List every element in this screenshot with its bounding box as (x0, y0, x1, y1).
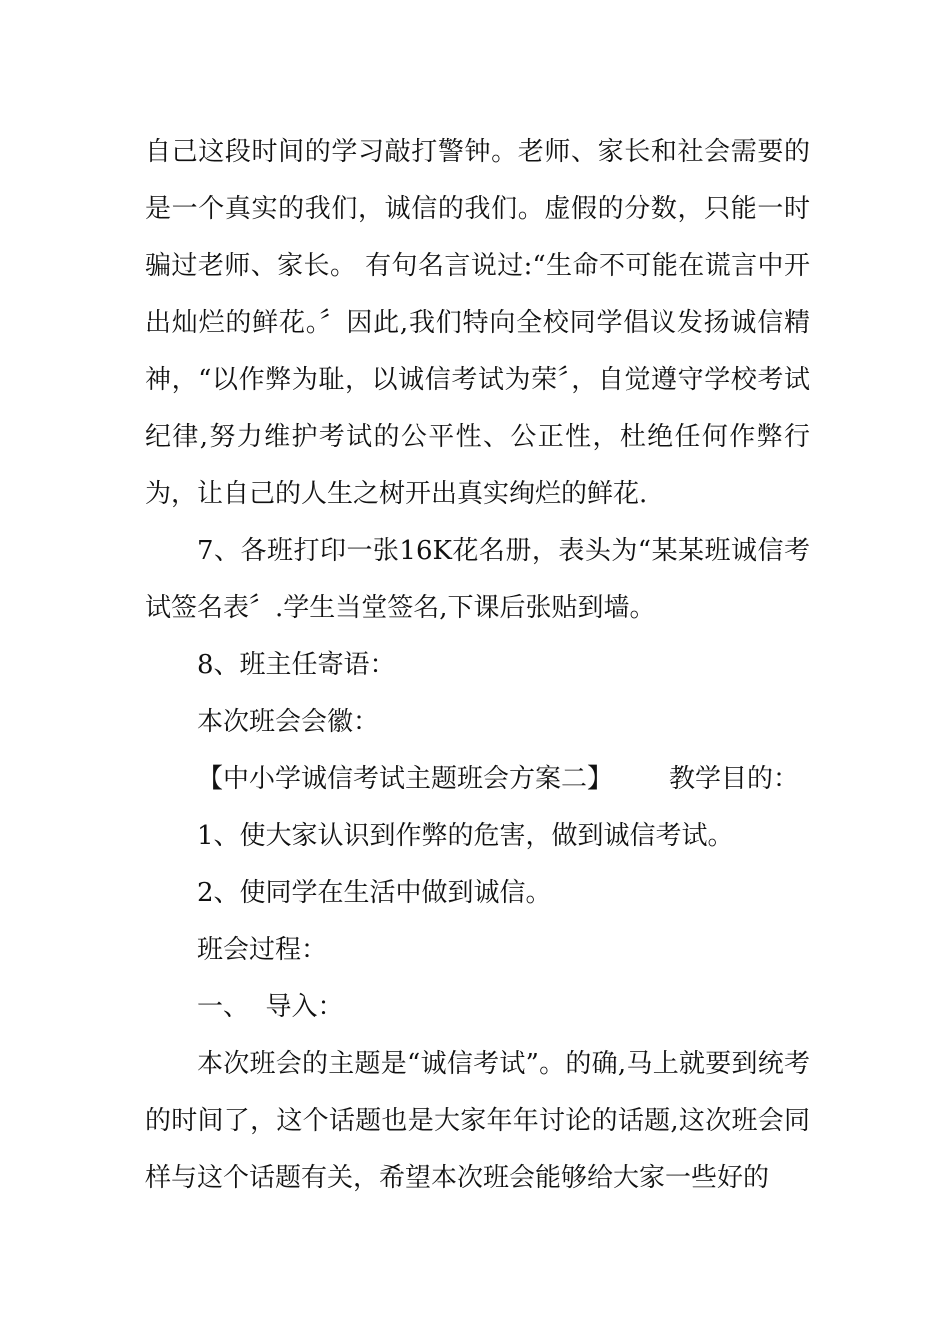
paragraph-intro-text: 本次班会的主题是“诚信考试”。的确,马上就要到统考的时间了，这个话题也是大家年年讨论的话题,这次班会同样与这个话题有关，希望本次班会能够给大家一些好的 (145, 1049, 810, 1193)
section-heading-line (145, 751, 810, 808)
objective-1: 1、使大家认识到作弊的危害，做到诚信考试。 (197, 821, 734, 851)
document-body (145, 124, 810, 1207)
paragraph-honesty-appeal: 自己这段时间的学习敲打警钟。老师、家长和社会需要的是一个真实的我们，诚信的我们。虚假的分数，只能一时骗过老师、家长。 有句名言说过:“生命不可能在谎言中开出灿烂的鲜花。〞因此,我们特向全校同学倡议发扬诚信精神，“以作弊为耻，以诚信考试为荣〞，自觉遵守学校考试纪律,努力维护考试的公平性、公正性，杜绝任何作弊行为，让自己的人生之树开出真实绚烂的鲜花. (145, 137, 810, 509)
objective-2: 2、使同学在生活中做到诚信。 (197, 878, 552, 908)
teaching-objectives-label: 教学目的： (669, 764, 800, 794)
intro-heading: 一、 导入： (197, 992, 344, 1022)
paragraph-item-8: 8、班主任寄语： (197, 650, 396, 680)
paragraph-class-emblem: 本次班会会徽： (197, 707, 380, 737)
section-heading-plan-two: 【中小学诚信考试主题班会方案二】 (197, 764, 614, 794)
class-process-label: 班会过程： (197, 935, 328, 965)
paragraph-item-7: 7、各班打印一张16K花名册，表头为“某某班诚信考试签名表〞.学生当堂签名,下课后张贴到墙。 (145, 536, 810, 623)
